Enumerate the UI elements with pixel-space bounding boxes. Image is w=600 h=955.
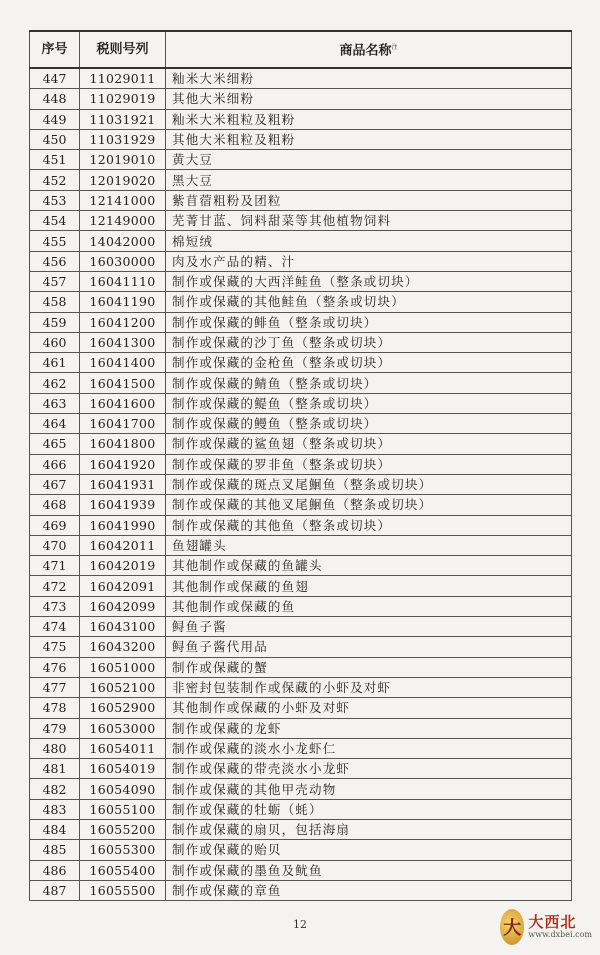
table-row	[30, 414, 572, 434]
row-seq: 462	[30, 373, 80, 393]
row-seq: 478	[30, 698, 80, 718]
table-row	[30, 779, 572, 799]
row-name: 制作或保藏的沙丁鱼（整条或切块）	[166, 332, 572, 352]
row-code: 16041931	[80, 474, 166, 494]
row-code: 16042011	[80, 535, 166, 555]
row-code: 16041939	[80, 495, 166, 515]
row-seq: 487	[30, 880, 80, 900]
row-name: 籼米大米细粉	[166, 68, 572, 89]
row-code: 16030000	[80, 251, 166, 271]
row-code: 16041400	[80, 353, 166, 373]
table-row	[30, 332, 572, 352]
row-seq: 450	[30, 129, 80, 149]
row-name: 制作或保藏的墨鱼及鱿鱼	[166, 860, 572, 880]
row-name: 制作或保藏的鲨鱼翅（整条或切块）	[166, 434, 572, 454]
row-name: 制作或保藏的其他鲑鱼（整条或切块）	[166, 292, 572, 312]
row-seq: 451	[30, 150, 80, 170]
row-seq: 463	[30, 393, 80, 413]
row-name: 制作或保藏的其他鱼（整条或切块）	[166, 515, 572, 535]
row-seq: 479	[30, 718, 80, 738]
row-code: 16042099	[80, 596, 166, 616]
row-name: 制作或保藏的鲭鱼（整条或切块）	[166, 373, 572, 393]
watermark	[500, 905, 592, 949]
table-row	[30, 535, 572, 555]
row-name: 黑大豆	[166, 170, 572, 190]
header-row	[30, 31, 572, 68]
table-row	[30, 576, 572, 596]
row-seq: 471	[30, 556, 80, 576]
table-row	[30, 109, 572, 129]
row-name: 鱼翅罐头	[166, 535, 572, 555]
row-name: 鲟鱼子酱	[166, 617, 572, 637]
row-name: 制作或保藏的牡蛎（蚝）	[166, 799, 572, 819]
row-code: 16041990	[80, 515, 166, 535]
row-code: 16041200	[80, 312, 166, 332]
row-seq: 457	[30, 271, 80, 291]
table-row	[30, 718, 572, 738]
row-code: 12019020	[80, 170, 166, 190]
table-row	[30, 840, 572, 860]
table-row	[30, 637, 572, 657]
table-row	[30, 231, 572, 251]
table-row	[30, 515, 572, 535]
row-name: 制作或保藏的蟹	[166, 657, 572, 677]
row-seq: 474	[30, 617, 80, 637]
table-row	[30, 434, 572, 454]
watermark-title: 大西北	[528, 913, 577, 932]
row-seq: 467	[30, 474, 80, 494]
table-row	[30, 89, 572, 109]
row-code: 16053000	[80, 718, 166, 738]
row-name: 其他制作或保藏的鱼	[166, 596, 572, 616]
tariff-table	[29, 30, 572, 901]
table-row	[30, 474, 572, 494]
table-row	[30, 454, 572, 474]
row-name: 制作或保藏的罗非鱼（整条或切块）	[166, 454, 572, 474]
row-code: 16052900	[80, 698, 166, 718]
row-name: 其他大米粗粒及粗粉	[166, 129, 572, 149]
header-name-label: 商品名称	[339, 43, 392, 59]
table-body	[30, 68, 572, 901]
row-code: 16055100	[80, 799, 166, 819]
table-row	[30, 312, 572, 332]
row-code: 16041190	[80, 292, 166, 312]
table-row	[30, 150, 572, 170]
row-name: 棉短绒	[166, 231, 572, 251]
row-code: 16055300	[80, 840, 166, 860]
row-seq: 461	[30, 353, 80, 373]
row-name: 籼米大米粗粒及粗粉	[166, 109, 572, 129]
table-row	[30, 880, 572, 900]
row-name: 制作或保藏的鲱鱼（整条或切块）	[166, 312, 572, 332]
row-name: 其他制作或保藏的鱼罐头	[166, 556, 572, 576]
row-code: 16055500	[80, 880, 166, 900]
row-name: 肉及水产品的精、汁	[166, 251, 572, 271]
row-name: 制作或保藏的其他叉尾鮰鱼（整条或切块）	[166, 495, 572, 515]
row-code: 16043200	[80, 637, 166, 657]
row-name: 制作或保藏的金枪鱼（整条或切块）	[166, 353, 572, 373]
row-code: 16051000	[80, 657, 166, 677]
row-seq: 469	[30, 515, 80, 535]
row-seq: 466	[30, 454, 80, 474]
row-seq: 468	[30, 495, 80, 515]
table-row	[30, 190, 572, 210]
table-row	[30, 738, 572, 758]
row-seq: 476	[30, 657, 80, 677]
header-note-mark: 注	[391, 44, 398, 52]
row-code: 16041300	[80, 332, 166, 352]
row-code: 16041500	[80, 373, 166, 393]
site-logo-icon: 大	[500, 909, 524, 945]
row-name: 制作或保藏的章鱼	[166, 880, 572, 900]
row-code: 16055400	[80, 860, 166, 880]
row-code: 16041700	[80, 414, 166, 434]
table-row	[30, 596, 572, 616]
row-seq: 473	[30, 596, 80, 616]
row-code: 11029011	[80, 68, 166, 89]
row-name: 鲟鱼子酱代用品	[166, 637, 572, 657]
table-row	[30, 271, 572, 291]
row-name: 紫苜蓿粗粉及团粒	[166, 190, 572, 210]
table-row	[30, 799, 572, 819]
row-seq: 470	[30, 535, 80, 555]
row-name: 制作或保藏的贻贝	[166, 840, 572, 860]
row-code: 14042000	[80, 231, 166, 251]
table-row	[30, 819, 572, 839]
row-seq: 486	[30, 860, 80, 880]
row-code: 16042019	[80, 556, 166, 576]
row-name: 制作或保藏的鳗鱼（整条或切块）	[166, 414, 572, 434]
row-code: 16042091	[80, 576, 166, 596]
row-name: 非密封包装制作或保藏的小虾及对虾	[166, 677, 572, 697]
table-row	[30, 353, 572, 373]
row-code: 12019010	[80, 150, 166, 170]
row-name: 其他制作或保藏的鱼翅	[166, 576, 572, 596]
row-seq: 447	[30, 68, 80, 89]
row-code: 12149000	[80, 211, 166, 231]
row-name: 制作或保藏的淡水小龙虾仁	[166, 738, 572, 758]
header-seq: 序号	[30, 31, 80, 68]
row-name: 其他大米细粉	[166, 89, 572, 109]
table-row	[30, 495, 572, 515]
row-seq: 482	[30, 779, 80, 799]
row-code: 16041920	[80, 454, 166, 474]
row-code: 16054011	[80, 738, 166, 758]
row-seq: 454	[30, 211, 80, 231]
row-name: 制作或保藏的斑点叉尾鮰鱼（整条或切块）	[166, 474, 572, 494]
table-header	[30, 31, 572, 68]
table-row	[30, 393, 572, 413]
row-seq: 464	[30, 414, 80, 434]
table-row	[30, 251, 572, 271]
table-row	[30, 677, 572, 697]
row-code: 16052100	[80, 677, 166, 697]
row-seq: 453	[30, 190, 80, 210]
row-code: 11031921	[80, 109, 166, 129]
row-seq: 465	[30, 434, 80, 454]
table-row	[30, 68, 572, 89]
row-code: 16054019	[80, 759, 166, 779]
page-number: 12	[293, 918, 307, 931]
row-name: 制作或保藏的其他甲壳动物	[166, 779, 572, 799]
row-name: 黄大豆	[166, 150, 572, 170]
row-code: 16054090	[80, 779, 166, 799]
header-name	[166, 31, 572, 68]
row-seq: 456	[30, 251, 80, 271]
row-seq: 452	[30, 170, 80, 190]
row-seq: 458	[30, 292, 80, 312]
row-name: 制作或保藏的鳀鱼（整条或切块）	[166, 393, 572, 413]
row-code: 11031929	[80, 129, 166, 149]
row-seq: 455	[30, 231, 80, 251]
row-seq: 480	[30, 738, 80, 758]
row-code: 16041800	[80, 434, 166, 454]
row-code: 16041600	[80, 393, 166, 413]
row-seq: 477	[30, 677, 80, 697]
row-seq: 460	[30, 332, 80, 352]
row-code: 16043100	[80, 617, 166, 637]
row-seq: 485	[30, 840, 80, 860]
row-seq: 484	[30, 819, 80, 839]
row-seq: 459	[30, 312, 80, 332]
row-name: 制作或保藏的龙虾	[166, 718, 572, 738]
table-row	[30, 211, 572, 231]
table-row	[30, 860, 572, 880]
row-seq: 475	[30, 637, 80, 657]
watermark-url: www.dxbei.com	[528, 929, 592, 939]
row-seq: 449	[30, 109, 80, 129]
row-code: 12141000	[80, 190, 166, 210]
table-row	[30, 617, 572, 637]
row-code: 16041110	[80, 271, 166, 291]
table-row	[30, 657, 572, 677]
table-row	[30, 292, 572, 312]
table-row	[30, 698, 572, 718]
row-seq: 448	[30, 89, 80, 109]
watermark-text	[528, 914, 592, 939]
row-name: 制作或保藏的大西洋鲑鱼（整条或切块）	[166, 271, 572, 291]
row-seq: 472	[30, 576, 80, 596]
row-seq: 483	[30, 799, 80, 819]
row-code: 16055200	[80, 819, 166, 839]
table-row	[30, 373, 572, 393]
row-name: 芜菁甘蓝、饲料甜菜等其他植物饲料	[166, 211, 572, 231]
row-name: 制作或保藏的扇贝，包括海扇	[166, 819, 572, 839]
row-code: 11029019	[80, 89, 166, 109]
row-seq: 481	[30, 759, 80, 779]
row-name: 制作或保藏的带壳淡水小龙虾	[166, 759, 572, 779]
table-row	[30, 556, 572, 576]
row-name: 其他制作或保藏的小虾及对虾	[166, 698, 572, 718]
table-row	[30, 170, 572, 190]
table-row	[30, 129, 572, 149]
header-code: 税则号列	[80, 31, 166, 68]
table-row	[30, 759, 572, 779]
